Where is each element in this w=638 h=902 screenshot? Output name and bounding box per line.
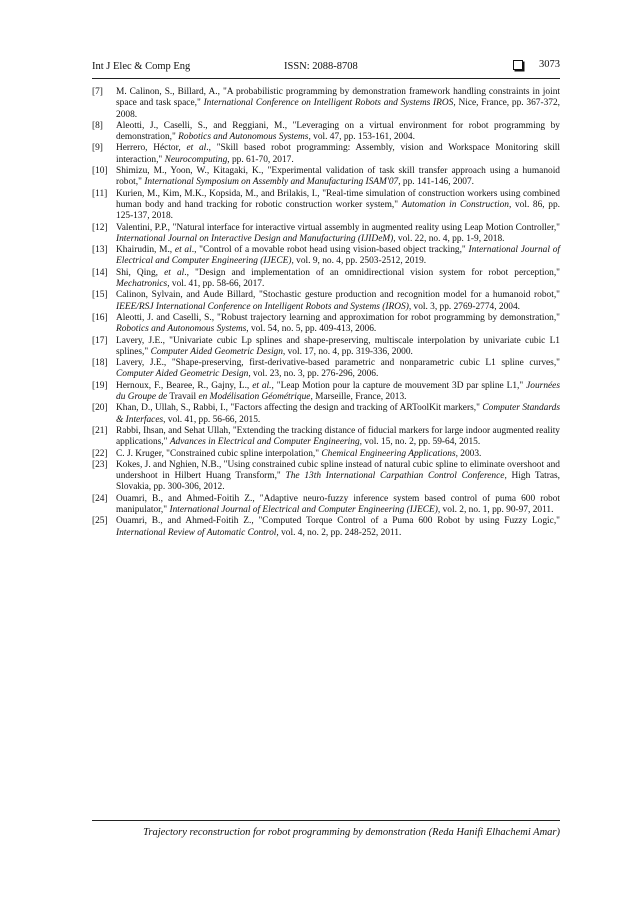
reference-segment: , vol. 41, pp. 56-66, 2015. xyxy=(163,414,261,425)
page-number: 3073 xyxy=(539,59,560,70)
reference-segment: ., "Design and implementation of an omnidirectional vision system for robot perception," xyxy=(184,267,560,278)
reference-item xyxy=(92,268,560,291)
reference-item xyxy=(92,381,560,404)
reference-italic-segment: International Review of Automatic Control xyxy=(116,527,277,538)
reference-item xyxy=(92,143,560,166)
reference-number: [19] xyxy=(92,380,108,391)
reference-italic-segment: Computer Aided Geometric Design xyxy=(116,369,249,380)
reference-segment: Kokes, J. and Nghien, N.B., "Using constrained cubic spline instead of natural cubic spline to eliminate overshoot and undershoot in Hilbert Huang Transform," xyxy=(116,459,560,482)
reference-segment: Shi, Qing, xyxy=(116,267,165,278)
reference-segment: Aleotti, J., Caselli, S., and Reggiani, M., "Leveraging on a virtual environment for robot programming by demonstration," xyxy=(116,120,560,143)
reference-italic-segment: International Symposium on Assembly and Manufacturing ISAM'07 xyxy=(144,177,399,188)
reference-italic-segment: Computer Aided Geometric Design xyxy=(150,346,283,357)
reference-segment: , "Leap Motion pour la capture de mouvement 3D par spline L1," xyxy=(271,380,527,391)
reference-number: [20] xyxy=(92,403,108,414)
reference-segment: Travail xyxy=(167,392,199,403)
reference-number: [13] xyxy=(92,245,108,256)
reference-italic-segment: Robotics and Autonomous Systems xyxy=(178,132,309,143)
reference-segment: vol. 22, no. 4, pp. 1-9, 2018. xyxy=(395,233,505,244)
reference-number: [25] xyxy=(92,516,108,527)
journal-name: Int J Elec & Comp Eng xyxy=(92,61,191,72)
reference-segment: M. Calinon, S., Billard, A., "A probabilistic programming by demonstration framework handling constraints in joint space and task space," xyxy=(116,87,560,109)
reference-number: [10] xyxy=(92,166,108,177)
page-header xyxy=(92,58,560,79)
reference-segment: Ouamri, B., and Ahmed-Foitih Z., "Computed Torque Control of a Puma 600 Robot by using Fuzzy Logic," xyxy=(116,516,560,527)
reference-segment: Calinon, Sylvain, and Aude Billard, "Stochastic gesture production and recognition model for a humanoid robot," xyxy=(116,290,560,301)
reference-italic-segment: Chemical Engineering Applications, xyxy=(321,448,458,459)
page-footer xyxy=(92,820,560,843)
reference-item xyxy=(92,336,560,359)
reference-segment: , vol. 54, no. 5, pp. 409-413, 2006. xyxy=(246,324,377,335)
reference-italic-segment: Journées du Groupe de xyxy=(116,380,560,403)
reference-number: [18] xyxy=(92,358,108,369)
reference-text xyxy=(116,166,560,187)
reference-item xyxy=(92,516,560,539)
reference-item xyxy=(92,403,560,426)
reference-number: [23] xyxy=(92,459,108,470)
reference-segment: Lavery, J.E., "Univariate cubic Lp splines and shape-preserving, multiscale interpolation by univariate cubic L1 splines," xyxy=(116,335,560,357)
reference-segment: Ouamri, B., and Ahmed-Foitih Z., "Adaptive neuro-fuzzy inference system based control of puma 600 robot manipulator," xyxy=(116,493,560,515)
reference-item xyxy=(92,189,560,223)
reference-text xyxy=(116,516,560,537)
reference-text xyxy=(116,336,560,357)
reference-number: [17] xyxy=(92,335,108,346)
reference-segment: ., "Control of a movable robot head using vision-based object tracking," xyxy=(191,245,469,256)
reference-text xyxy=(116,313,560,334)
reference-segment: , vol. 17, no. 4, pp. 319-336, 2000. xyxy=(282,346,413,357)
reference-item xyxy=(92,223,560,246)
reference-italic-segment: et al. xyxy=(252,380,272,391)
reference-segment: Hernoux, F., Bearee, R., Gajny, L., xyxy=(116,380,253,391)
reference-italic-segment: et al xyxy=(186,143,207,154)
reference-item xyxy=(92,460,560,494)
reference-segment: C. J. Kruger, "Constrained cubic spline interpolation," xyxy=(116,448,322,459)
reference-segment: vol. 3, pp. 2769-2774, 2004. xyxy=(411,301,521,312)
reference-segment: ., "Skill based robot programming: Assembly, vision and Workspace Monitoring skill interaction," xyxy=(116,143,561,165)
reference-item xyxy=(92,245,560,268)
reference-number: [12] xyxy=(92,222,108,233)
reference-number: [22] xyxy=(92,448,108,459)
reference-segment: Kurien, M., Kim, M.K., Kopsida, M., and Brilakis, I., "Real-time simulation of construction workers using combined human body and hand tracking for robotic construction worker system," xyxy=(116,188,560,210)
reference-segment: vol. 41, pp. 58-66, 2017. xyxy=(169,279,265,290)
reference-text xyxy=(116,358,560,379)
reference-text xyxy=(116,403,560,424)
reference-number: [21] xyxy=(92,425,108,436)
reference-italic-segment: Automation in Construction, xyxy=(401,199,512,210)
reference-italic-segment: International Journal on Interactive Design and Manufacturing (IJIDeM), xyxy=(116,233,396,244)
reference-item xyxy=(92,290,560,313)
reference-number: [8] xyxy=(92,120,103,131)
reference-number: [24] xyxy=(92,493,108,504)
reference-text xyxy=(116,268,560,289)
page-number-group xyxy=(513,59,560,70)
reference-text xyxy=(116,223,560,244)
reference-segment: , vol. 47, pp. 153-161, 2004. xyxy=(308,132,415,143)
reference-segment: , vol. 9, no. 4, pp. 2503-2512, 2019. xyxy=(291,256,427,267)
reference-italic-segment: en Modélisation Géométrique xyxy=(198,392,311,403)
reference-segment: Lavery, J.E., "Shape-preserving, first-derivative-based parametric and nonparametric cubic L1 spline curves," xyxy=(116,358,560,369)
reference-number: [11] xyxy=(92,188,108,199)
reference-segment: Rabbi, Ihsan, and Sehat Ullah, "Extending the tracking distance of fiducial markers for large indoor augmented reality applications," xyxy=(116,425,560,448)
reference-italic-segment: et al xyxy=(174,245,192,256)
reference-italic-segment: Neurocomputing xyxy=(164,154,228,165)
reference-number: [16] xyxy=(92,312,108,323)
reference-text xyxy=(116,290,560,311)
reference-text xyxy=(116,121,560,142)
reference-segment: , Marseille, France, 2013. xyxy=(310,392,407,403)
reference-text xyxy=(116,449,481,459)
reference-italic-segment: et al xyxy=(164,267,185,278)
reference-segment: 2003. xyxy=(457,448,482,459)
reference-item xyxy=(92,166,560,189)
reference-text xyxy=(116,460,560,493)
reference-segment: , vol. 2, no. 1, pp. 90-97, 2011. xyxy=(437,504,554,515)
reference-italic-segment: IEEE/RSJ International Conference on Intelligent Robots and Systems (IROS), xyxy=(116,301,412,312)
reference-segment: vol. 15, no. 2, pp. 59-64, 2015. xyxy=(361,437,481,448)
reference-text xyxy=(116,426,560,447)
square-box-icon xyxy=(513,60,523,70)
reference-number: [9] xyxy=(92,143,103,154)
reference-text xyxy=(116,189,560,222)
reference-text xyxy=(116,381,560,402)
reference-item xyxy=(92,449,560,460)
reference-segment: Khan, D., Ullah, S., Rabbi, I., "Factors affecting the design and tracking of ARToolKit markers," xyxy=(116,403,483,414)
reference-segment: Shimizu, M., Yoon, W., Kitagaki, K., "Experimental validation of task skill transfer approach using a humanoid robot," xyxy=(116,166,560,188)
reference-segment: vol. 86, pp. 125-137, 2018. xyxy=(116,199,560,222)
reference-item xyxy=(92,121,560,144)
reference-segment: , Nice, France, pp. 367-372, 2008. xyxy=(116,98,560,120)
reference-number: [7] xyxy=(92,87,103,97)
footer-title: Trajectory reconstruction for robot programming by demonstration (Reda Hanifi Elhachemi Amar) xyxy=(143,827,560,838)
reference-segment: , vol. 23, no. 3, pp. 276-296, 2006. xyxy=(248,369,379,380)
references-list xyxy=(92,87,560,539)
reference-item xyxy=(92,313,560,336)
reference-italic-segment: Mechatronics, xyxy=(116,279,170,290)
reference-italic-segment: International Journal of Electrical and Computer Engineering (IJECE) xyxy=(169,504,438,515)
reference-segment: , vol. 4, no. 2, pp. 248-252, 2011. xyxy=(276,527,402,538)
reference-text xyxy=(116,245,560,266)
reference-segment: , pp. 61-70, 2017. xyxy=(227,154,294,165)
reference-item xyxy=(92,426,560,449)
reference-italic-segment: The 13th International Carpathian Control Conference xyxy=(285,471,505,482)
reference-number: [15] xyxy=(92,290,108,301)
reference-text xyxy=(116,87,560,120)
reference-italic-segment: International Journal of Electrical and Computer Engineering (IJECE) xyxy=(116,245,560,267)
reference-segment: Aleotti, J. and Caselli, S., "Robust trajectory learning and approximation for robot programming by demonstration," xyxy=(116,312,560,323)
reference-italic-segment: Computer Standards & Interfaces xyxy=(116,403,561,425)
reference-italic-segment: International Conference on Intelligent Robots and Systems IROS xyxy=(203,98,454,109)
reference-number: [14] xyxy=(92,267,108,278)
reference-segment: , High Tatras, Slovakia, pp. 300-306, 2012. xyxy=(116,471,560,493)
reference-segment: Khairudin, M., xyxy=(116,245,175,256)
reference-segment: Herrero, Héctor, xyxy=(116,143,187,154)
reference-italic-segment: Robotics and Autonomous Systems xyxy=(116,324,247,335)
reference-text xyxy=(116,494,560,515)
reference-item xyxy=(92,358,560,381)
issn: ISSN: 2088-8708 xyxy=(284,61,358,72)
reference-italic-segment: Advances in Electrical and Computer Engineering, xyxy=(169,437,362,448)
reference-segment: Valentini, P.P., "Natural interface for interactive virtual assembly in augmented reality using Leap Motion Controller," xyxy=(116,222,560,233)
reference-item xyxy=(92,494,560,517)
reference-segment: , pp. 141-146, 2007. xyxy=(398,177,474,188)
reference-text xyxy=(116,143,560,164)
reference-item xyxy=(92,87,560,121)
